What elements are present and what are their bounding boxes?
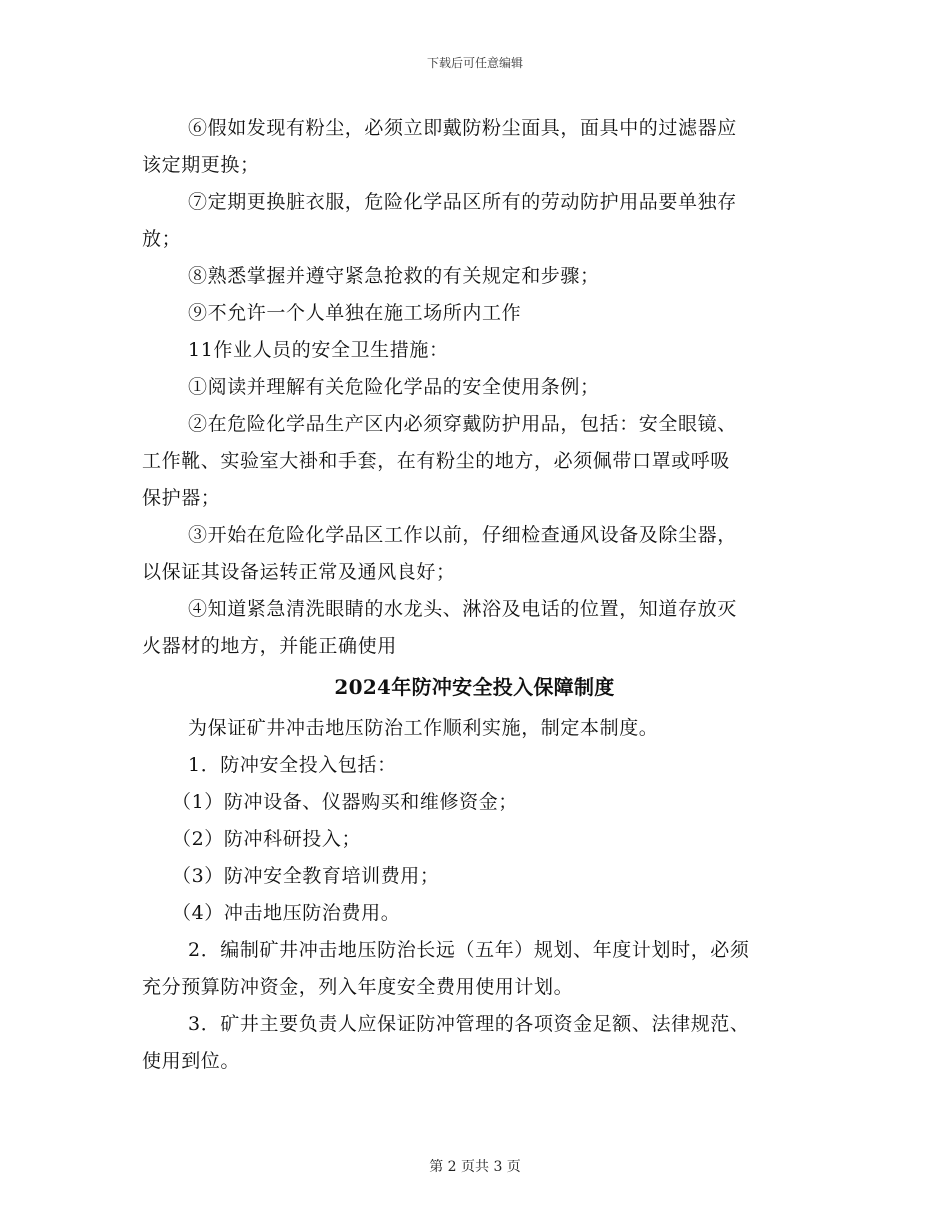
paragraph-line: 为保证矿井冲击地压防治工作顺利实施，制定本制度。	[188, 717, 659, 739]
paragraph-line: 2．编制矿井冲击地压防治长远（五年）规划、年度计划时，必须	[188, 939, 750, 961]
list-item: （1）防冲设备、仪器购买和维修资金；	[172, 791, 518, 813]
paragraph-line: ①阅读并理解有关危险化学品的安全使用条例；	[188, 376, 600, 398]
paragraph-line: ⑨不允许一个人单独在施工场所内工作	[188, 302, 522, 324]
paragraph-line: ②在危险化学品生产区内必须穿戴防护用品，包括：安全眼镜、	[188, 413, 737, 435]
paragraph-line: 该定期更换；	[142, 154, 260, 176]
list-item: （4）冲击地压防治费用。	[172, 902, 401, 924]
paragraph-line: 1．防冲安全投入包括：	[188, 754, 397, 776]
paragraph-line: ⑧熟悉掌握并遵守紧急抢救的有关规定和步骤；	[188, 265, 600, 287]
paragraph-line: 3．矿井主要负责人应保证防冲管理的各项资金足额、法律规范、	[188, 1013, 750, 1035]
paragraph-line: 保护器；	[142, 487, 221, 509]
page-header: 下载后可任意编辑	[426, 56, 523, 70]
paragraph-line: ⑥假如发现有粉尘，必须立即戴防粉尘面具，面具中的过滤器应	[188, 117, 737, 139]
section-heading-line: 11作业人员的安全卫生措施：	[188, 339, 449, 361]
paragraph-line: 放；	[142, 228, 182, 250]
list-item: （3）防冲安全教育培训费用；	[172, 865, 440, 887]
list-item: （2）防冲科研投入；	[172, 828, 362, 850]
paragraph-line: 以保证其设备运转正常及通风良好；	[142, 561, 456, 583]
paragraph-line: 充分预算防冲资金，列入年度安全费用使用计划。	[142, 976, 574, 998]
page-number: 第 2 页共 3 页	[429, 1159, 521, 1175]
paragraph-line: 使用到位。	[142, 1050, 241, 1072]
document-body	[142, 110, 807, 1080]
paragraph-line: 工作靴、实验室大褂和手套，在有粉尘的地方，必须佩带口罩或呼吸	[142, 450, 731, 472]
paragraph-line: ⑦定期更换脏衣服，危险化学品区所有的劳动防护用品要单独存	[188, 191, 737, 213]
investment-policy-section	[142, 665, 807, 1080]
paragraph-line: ④知道紧急清洗眼睛的水龙头、淋浴及电话的位置，知道存放灭	[188, 598, 737, 620]
document-title: 2024年防冲安全投入保障制度	[334, 675, 615, 699]
paragraph-line: ③开始在危险化学品区工作以前，仔细检查通风设备及除尘器，	[188, 524, 737, 546]
paragraph-line: 火器材的地方，并能正确使用	[142, 635, 397, 657]
safety-measures-section	[142, 110, 807, 665]
